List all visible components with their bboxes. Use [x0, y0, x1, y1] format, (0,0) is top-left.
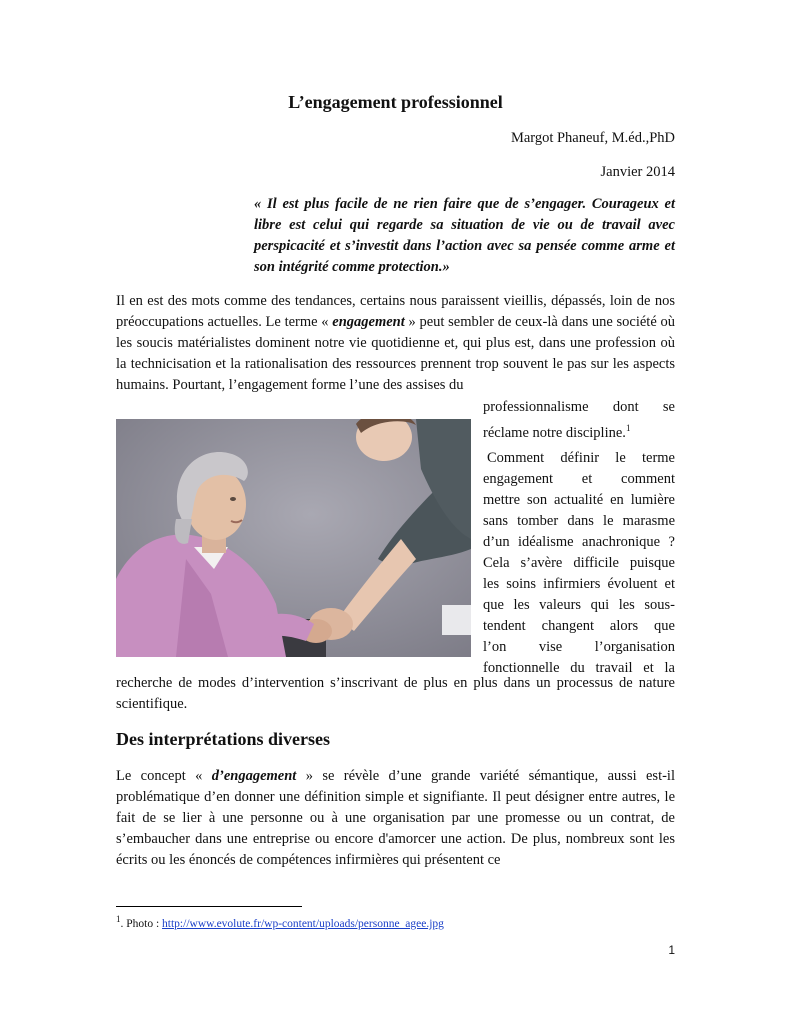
concept-emphasis: d’engagement	[211, 768, 297, 784]
date-line: Janvier 2014	[600, 164, 675, 180]
concept-text-after: » se révèle d’une grande variété sémantique, aussi est-il problématique d’en donner une définition simple et signifiante. Il peut désigner entre autres, le fait de se lier à une personne ou à une organisation par une promesse ou un contrat, de s’embaucher dans une entreprise ou encore d'amorcer une action. De plus, nombreux sont les écrits ou les énoncés de compétences infirmières qui présentent ce	[116, 768, 675, 868]
def-line-1: Comment définir le terme	[487, 450, 675, 466]
paragraph-intro	[116, 291, 675, 396]
concept-text-before: Le concept «	[116, 768, 212, 784]
footnote-number: 1	[116, 914, 121, 924]
paragraph-concept	[116, 766, 675, 871]
def-line-4: sans tomber dans le marasme	[483, 513, 675, 529]
section-heading: Des interprétations diverses	[116, 729, 330, 749]
def-line-8: que les valeurs qui les sous-	[483, 597, 675, 613]
paragraph-intro-side	[483, 397, 675, 444]
photo-illustration	[116, 419, 471, 657]
page-number: 1	[668, 943, 675, 957]
def-line-3: mettre son actualité en lumière	[483, 492, 675, 508]
author-line: Margot Phaneuf, M.éd.,PhD	[510, 130, 675, 146]
footnote-photo-link[interactable]: http://www.evolute.fr/wp-content/uploads/personne_agee.jpg	[162, 917, 444, 930]
intro-side-line-1: professionnalisme dont se	[483, 399, 675, 415]
footnote-ref[interactable]: 1	[625, 423, 631, 433]
intro-side-line-2	[483, 418, 675, 444]
intro-emphasis: engagement	[332, 314, 405, 330]
paragraph-definition-side	[483, 448, 675, 679]
intro-text-after: » peut sembler de ceux-là dans une société où les soucis matérialistes dominent notre vie quotidienne et, qui plus est, dans une profession où la technicisation et la rationalisation des ressources prennent trop souvent le pas sur les aspects humains. Pourtant, l’engagement forme l’une des assises du	[116, 314, 675, 393]
def-line-7: les soins infirmiers évoluent et	[483, 576, 675, 592]
footnote-label: . Photo :	[120, 917, 163, 930]
photo-elderly-woman-and-nurse	[116, 419, 471, 657]
intro-side-line-2-text: réclame notre discipline.	[483, 424, 626, 441]
document-title: L’engagement professionnel	[288, 92, 503, 112]
def-line-11: fonctionnelle du travail et la	[483, 660, 675, 676]
def-line-5: d’un idéalisme anachronique ?	[483, 534, 675, 550]
footnote	[116, 914, 444, 930]
def-line-10: l’on vise l’organisation	[483, 639, 675, 655]
intro-text-before: Il en est des mots comme des tendances, certains nous paraissent vieillis, dépassés, loin de nos préoccupations actuelles. Le terme «	[116, 293, 675, 330]
footnote-separator	[116, 906, 302, 907]
epigraph-quote: « Il est plus facile de ne rien faire que de s’engager. Courageux et libre est celui qui regarde sa situation de vie ou de travail avec perspicacité et s’investit dans l’action avec sa pensée comme arme et son intégrité comme protection.»	[254, 196, 675, 275]
def-line-2: engagement et comment	[483, 471, 675, 487]
def-line-9: tendent changent alors que	[483, 618, 675, 634]
paragraph-definition-rest: recherche de modes d’intervention s’inscrivant de plus en plus dans un processus de nature scientifique.	[116, 675, 675, 712]
def-line-6: Cela s’avère difficile puisque	[483, 555, 675, 571]
